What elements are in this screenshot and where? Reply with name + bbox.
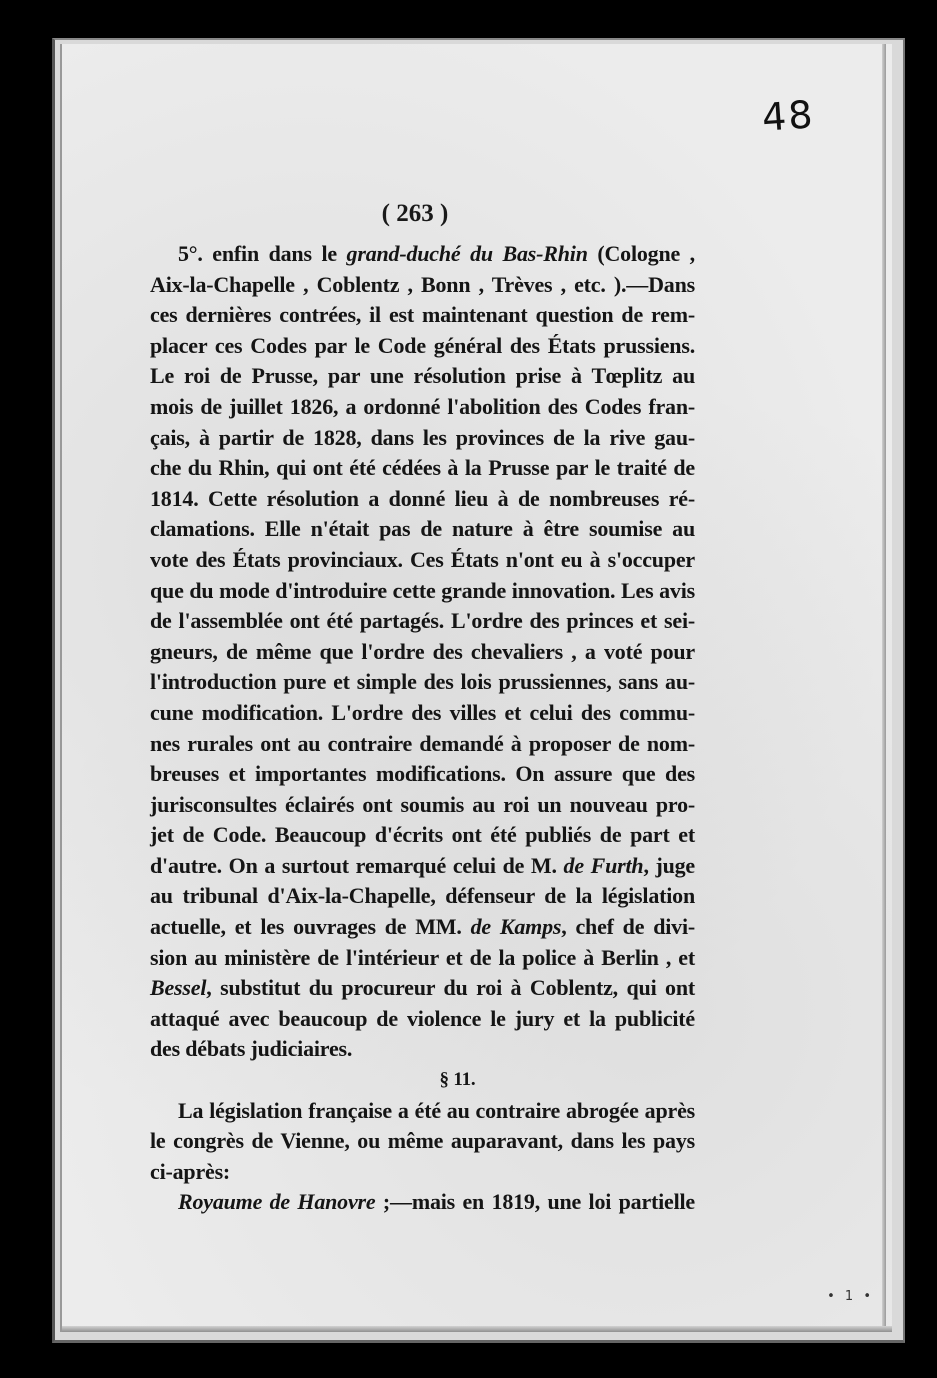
text-line: le congrès de Vienne, ou même auparavant, dans les pays [150,1128,695,1154]
text-line: clamations. Elle n'était pas de nature à être soumise au [150,516,695,542]
text-line: gneurs, de même que l'ordre des chevaliers , a voté pour [150,638,695,664]
text-line: d'autre. On a surtout remarqué celui de M. de Furth, juge [150,852,695,878]
text-line: l'introduction pure et simple des lois prussiennes, sans au- [150,669,695,695]
book-page [60,44,892,1332]
page-edge-right [882,44,886,1332]
text-line: Aix-la-Chapelle , Coblentz , Bonn , Trèves , etc. ).—Dans [150,271,695,297]
text-line: nes rurales ont au contraire demandé à proposer de nom- [150,730,695,756]
page-number-text: ( 263 ) [381,200,449,227]
text-line: Le roi de Prusse, par une résolution prise à Tœplitz au [150,363,695,389]
text-line: 1814. Cette résolution a donné lieu à de nombreuses ré- [150,485,695,511]
text-line: ces dernières contrées, il est maintenant question de rem- [150,302,695,328]
text-line: que du mode d'introduire cette grande innovation. Les avis [150,577,695,603]
italic-term: Royaume de Hanovre [178,1189,376,1215]
page-edge-bottom [62,1326,892,1332]
handwritten-folio-number: 48 [760,92,816,140]
italic-name: de Kamps [470,914,562,940]
text-line: sion au ministère de l'intérieur et de la police à Berlin , et [150,944,695,970]
text-line: che du Rhin, qui ont été cédées à la Prusse par le traité de [150,455,695,481]
text-line: mois de juillet 1826, a ordonné l'abolition des Codes fran- [150,393,695,419]
text-line: au tribunal d'Aix-la-Chapelle, défenseur de la législation [150,883,695,909]
text-line: breuses et importantes modifications. On assure que des [150,761,695,787]
body-text [150,239,695,1218]
text-line: de l'assemblée ont été partagés. L'ordre des princes et sei- [150,608,695,634]
text-line: jet de Code. Beaucoup d'écrits ont été publiés de part et [150,822,695,848]
text-line: La législation française a été au contraire abrogée après [178,1097,695,1123]
text-line: des débats judiciaires. [150,1036,353,1062]
text-line: Bessel, substitut du procureur du roi à Coblentz, qui ont [150,975,695,1001]
text-line: attaqué avec beaucoup de violence le jury et la publicité [150,1005,695,1031]
section-heading: § 11. [439,1069,476,1091]
text-line: actuelle, et les ouvrages de MM. de Kamps, chef de divi- [150,914,695,940]
text-line: vote des États provinciaux. Ces États n'ont eu à s'occuper [150,546,695,572]
text-line: 5°. enfin dans le grand-duché du Bas-Rhin (Cologne , [178,241,695,266]
text-line: jurisconsultes éclairés ont soumis au roi un nouveau pro- [150,791,695,817]
edge-specks: • 1 • [827,1289,874,1304]
text-line: placer ces Codes par le Code général des États prussiens. [150,332,695,358]
text-line: ci-après: [150,1158,231,1184]
page-number [62,200,892,228]
italic-term: grand-duché du Bas-Rhin [346,241,588,266]
text-line: çais, à partir de 1828, dans les provinces de la rive gau- [150,424,695,450]
text-line: Royaume de Hanovre ;—mais en 1819, une loi partielle [178,1189,695,1215]
italic-name: de Furth [563,852,644,878]
text-line: cune modification. L'ordre des villes et celui des commu- [150,699,695,725]
italic-name: Bessel [150,975,207,1001]
